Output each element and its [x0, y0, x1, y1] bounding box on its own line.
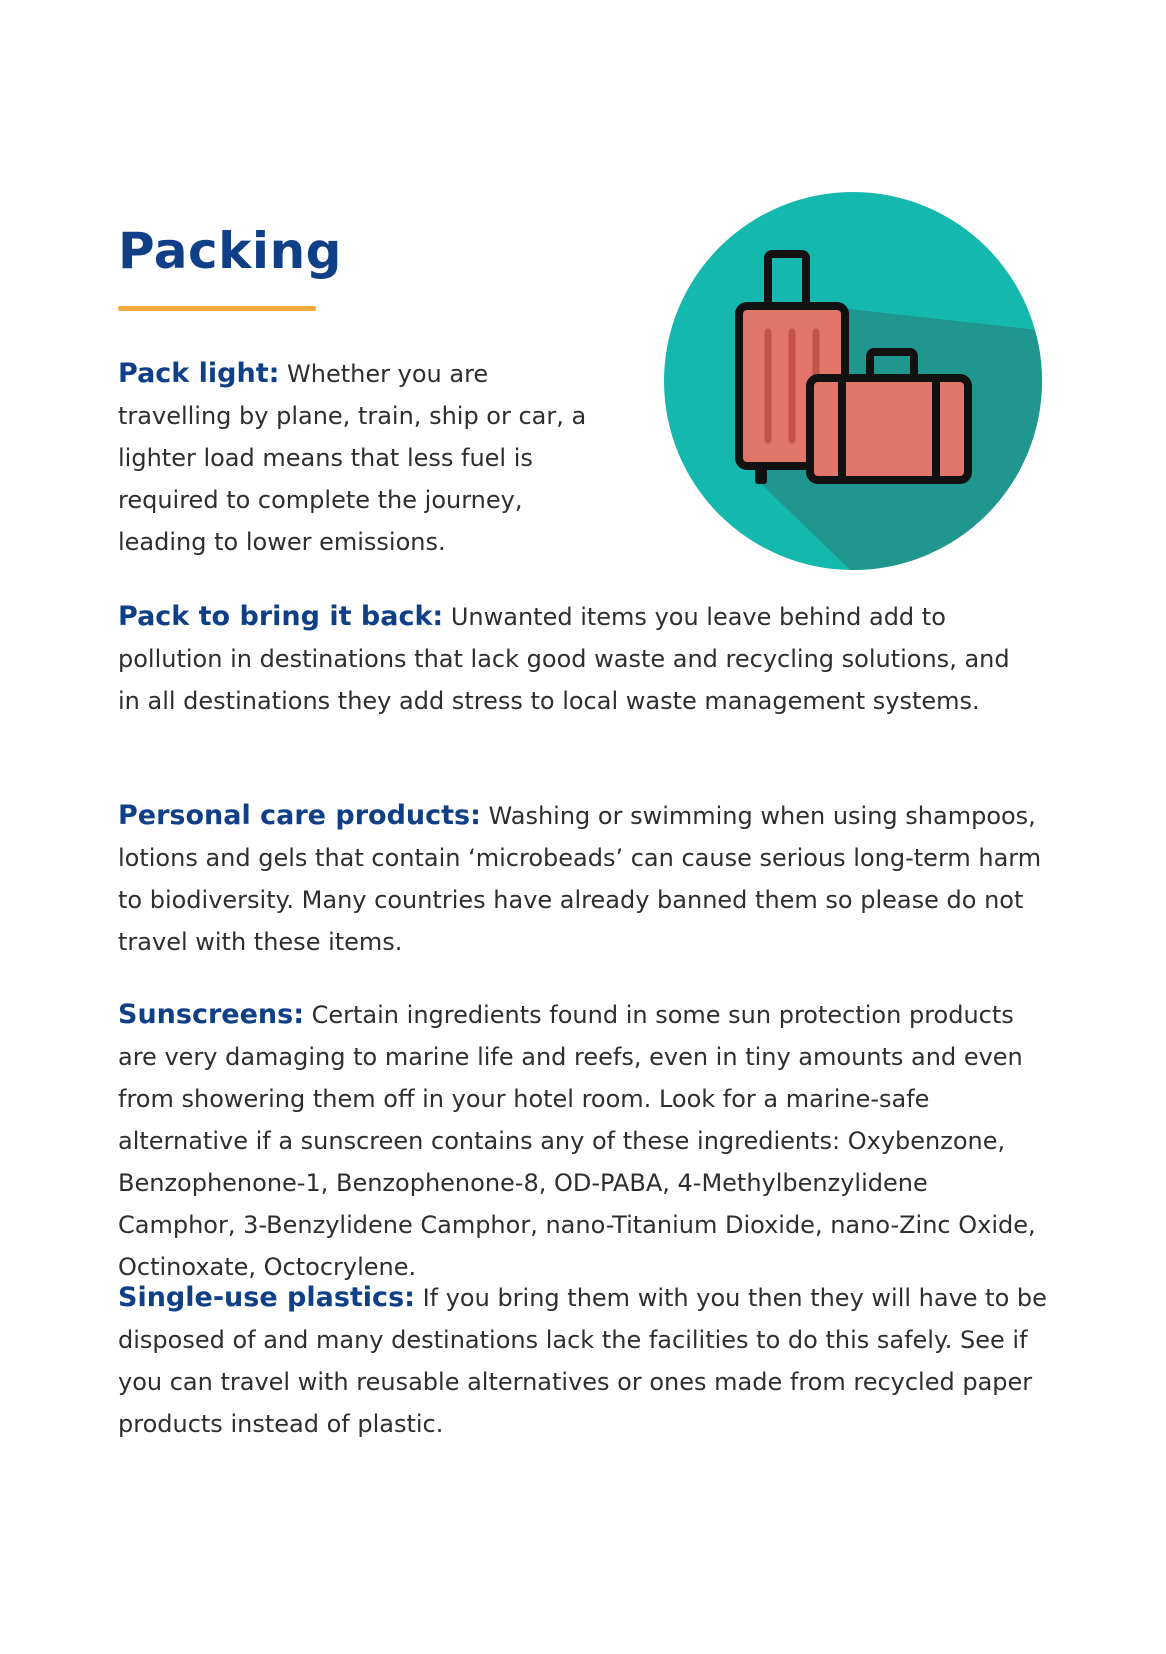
section-lead: Single-use plastics:	[118, 1282, 415, 1313]
section-sunscreens	[118, 994, 1048, 1288]
section-lead: Sunscreens:	[118, 999, 304, 1030]
section-lead: Pack to bring it back:	[118, 601, 444, 632]
title-underline	[118, 306, 316, 311]
section-pack-light	[118, 353, 598, 563]
section-lead: Pack light:	[118, 358, 280, 389]
section-text: Whether you are travelling by plane, train, ship or car, a lighter load means that less fuel is required to complete the journey, leading to lower emissions.	[118, 360, 587, 556]
small-suitcase-body	[810, 378, 968, 480]
page-title: Packing	[118, 222, 342, 280]
section-lead: Personal care products:	[118, 800, 481, 831]
luggage-icon	[664, 192, 1042, 570]
section-text: If you bring them with you then they will have to be disposed of and many destinations lack the facilities to do this safely. See if you can travel with reusable alternatives or ones made from recycled paper products instead of plastic.	[118, 1284, 1047, 1438]
section-personal-care-products	[118, 795, 1048, 963]
luggage-illustration	[664, 192, 1042, 570]
section-single-use-plastics	[118, 1277, 1048, 1445]
section-text: Unwanted items you leave behind add to pollution in destinations that lack good waste and recycling solutions, and in all destinations they add stress to local waste management systems.	[118, 603, 1010, 715]
section-text: Certain ingredients found in some sun protection products are very damaging to marine life and reefs, even in tiny amounts and even from showering them off in your hotel room. Look for a marine-safe alternative if a sunscreen contains any of these ingredients: Oxybenzone, Benzophenone-1, Benzophenone-8, OD-PABA, 4-Methylbenzylidene Camphor, 3-Benzylidene Camphor, nano-Titanium Dioxide, nano-Zinc Oxide, Octinoxate, Octocrylene.	[118, 1001, 1036, 1281]
section-text: Washing or swimming when using shampoos, lotions and gels that contain ‘microbeads’ can cause serious long-term harm to biodiversity. Many countries have already banned them so please do not travel with these items.	[118, 802, 1042, 956]
section-pack-to-bring-it-back	[118, 596, 1038, 722]
